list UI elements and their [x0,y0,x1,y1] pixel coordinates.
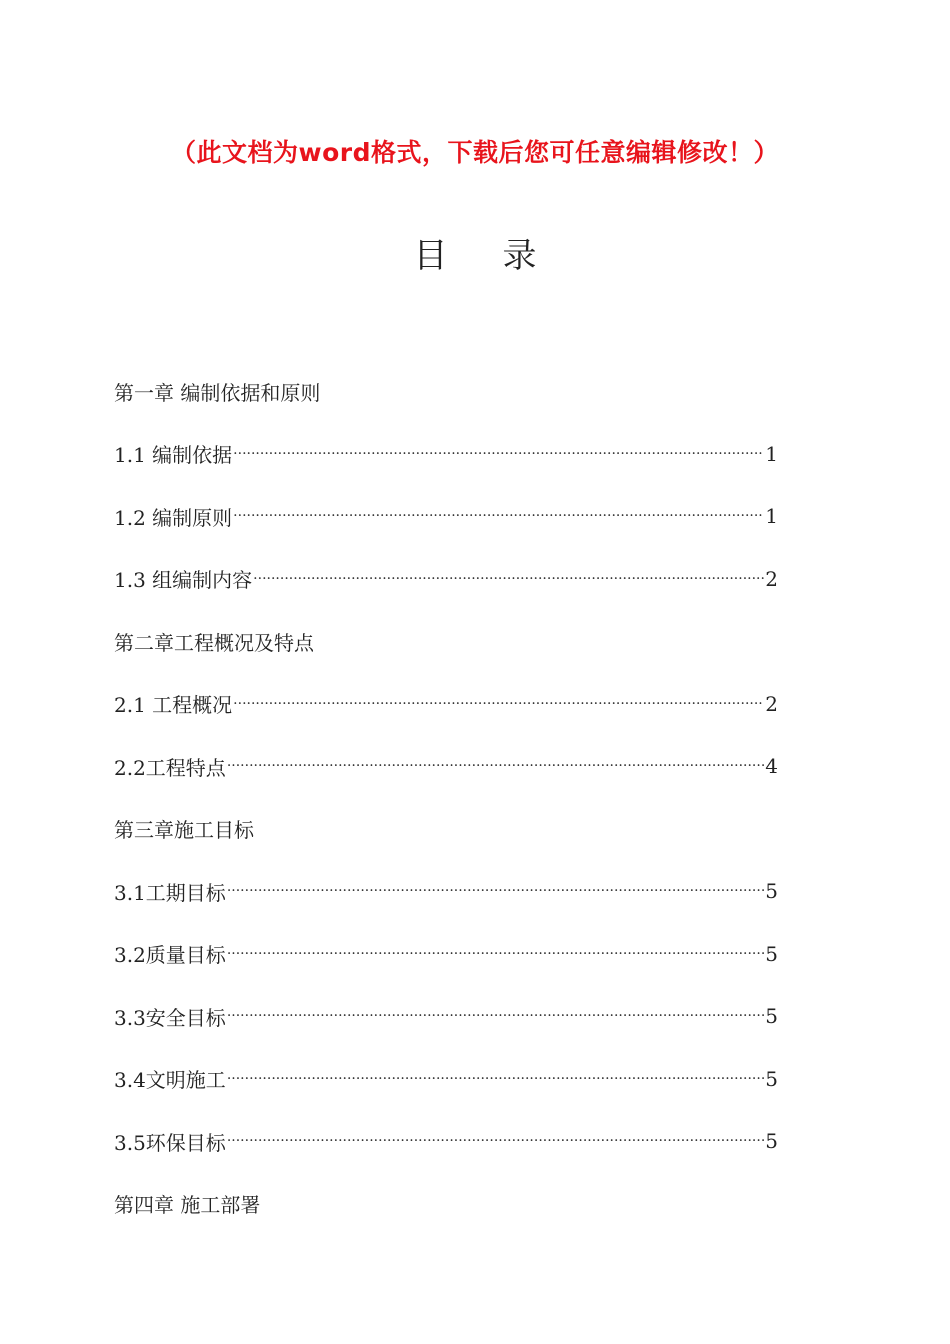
toc-chapter-heading[interactable] [114,610,778,673]
toc-page-number: 2 [765,691,778,716]
table-of-contents [114,360,778,1235]
toc-dot-leader [227,1129,764,1153]
toc-page-number: 4 [765,754,778,779]
toc-page-number: 5 [765,941,778,966]
toc-entry[interactable] [114,860,778,923]
toc-dot-leader [227,879,764,903]
toc-dot-leader [253,567,764,591]
toc-entry[interactable] [114,548,778,611]
toc-entry[interactable] [114,673,778,736]
toc-entry-label: 第一章 编制依据和原则 [114,380,321,405]
toc-chapter-heading[interactable] [114,1173,778,1236]
toc-page-number: 5 [765,1066,778,1091]
toc-dot-leader [227,942,764,966]
toc-dot-leader [233,442,764,466]
toc-entry-label: 2.1 工程概况 [114,693,233,718]
toc-entry-label: 2.2工程特点 [114,755,226,780]
toc-dot-leader [227,1067,764,1091]
toc-entry-label: 1.3 组编制内容 [114,568,253,593]
toc-page-number: 2 [765,566,778,591]
edit-notice: （此文档为word格式，下载后您可任意编辑修改！） [171,138,779,167]
toc-entry-label: 3.4文明施工 [114,1068,226,1093]
toc-entry-label: 第二章工程概况及特点 [114,630,314,655]
toc-entry[interactable] [114,1110,778,1173]
toc-entry[interactable] [114,735,778,798]
toc-page-number: 1 [765,504,778,529]
toc-entry-label: 3.2质量目标 [114,943,226,968]
toc-chapter-heading[interactable] [114,798,778,861]
toc-entry-label: 1.2 编制原则 [114,505,233,530]
toc-entry[interactable] [114,485,778,548]
toc-page-number: 5 [765,879,778,904]
toc-title: 目录 [413,236,592,276]
toc-entry-label: 3.3安全目标 [114,1005,226,1030]
toc-entry-label: 1.1 编制依据 [114,443,233,468]
toc-entry[interactable] [114,423,778,486]
toc-page-number: 5 [765,1004,778,1029]
toc-entry-label: 第三章施工目标 [114,818,254,843]
toc-chapter-heading[interactable] [114,360,778,423]
toc-entry[interactable] [114,985,778,1048]
toc-page-number: 1 [765,441,778,466]
toc-entry-label: 3.1工期目标 [114,880,226,905]
toc-dot-leader [227,1004,764,1028]
toc-entry[interactable] [114,1048,778,1111]
toc-dot-leader [233,504,764,528]
toc-entry-label: 3.5环保目标 [114,1130,226,1155]
toc-dot-leader [233,692,764,716]
toc-page-number: 5 [765,1129,778,1154]
toc-entry[interactable] [114,923,778,986]
toc-dot-leader [227,754,764,778]
toc-entry-label: 第四章 施工部署 [114,1193,261,1218]
